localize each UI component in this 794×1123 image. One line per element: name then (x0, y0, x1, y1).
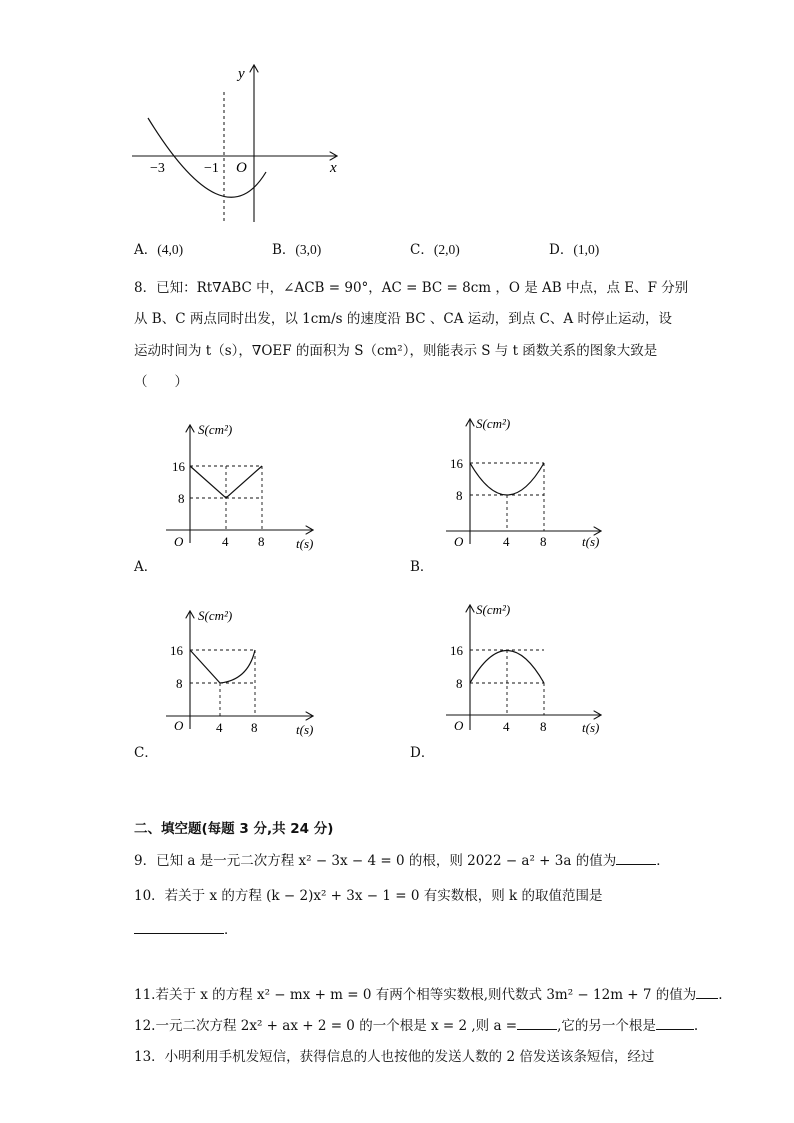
q8-option-a-letter: A． (134, 559, 158, 575)
c-tick-t8: 8 (251, 720, 258, 735)
q8-graph-b (440, 412, 610, 552)
c-origin: O (174, 718, 184, 733)
q9-blank[interactable] (616, 864, 656, 865)
q7-origin-label: O (236, 160, 247, 176)
q8-option-b-letter: B． (410, 559, 434, 575)
q8-graph-d (440, 598, 610, 738)
q11 (134, 983, 723, 1003)
q7-option-d: D．(1,0) (549, 242, 600, 258)
q13-text: 13．小明利用手机发短信，获得信息的人也按他的发送人数的 2 倍发送该条短信，经过 (134, 1049, 655, 1065)
c-tick16: 16 (170, 643, 183, 658)
d-tick-t4: 4 (503, 719, 510, 734)
q8-graph-c (160, 604, 320, 739)
q7-option-c: C．(2,0) (410, 242, 460, 258)
b-tick-t4: 4 (503, 534, 510, 549)
q7-parabola-graph (128, 60, 348, 230)
a-tick-t8: 8 (258, 534, 265, 549)
q8-option-c-letter: C． (134, 745, 158, 761)
c-curve (190, 650, 255, 683)
d-y-label: S(cm²) (476, 602, 511, 617)
q7-parabola (148, 118, 266, 197)
q7-x-label: x (330, 160, 337, 176)
q10-answer-line (134, 918, 238, 938)
d-tick16: 16 (450, 643, 463, 658)
d-tick-t8: 8 (540, 719, 547, 734)
q8-line3: 运动时间为 t（s），∇OEF 的面积为 S（cm²），则能表示 S 与 t 函数关系的图象大致是 (134, 343, 658, 359)
q8-option-d-letter: D． (410, 745, 435, 761)
q12 (134, 1014, 698, 1034)
q11-end: . (718, 987, 723, 1003)
q12-text: 12.一元二次方程 2x² + ax + 2 = 0 的一个根是 x = 2 ,则 a = (134, 1018, 518, 1034)
b-y-label: S(cm²) (476, 416, 511, 431)
q10-text: 10．若关于 x 的方程 (k − 2)x² + 3x − 1 = 0 有实数根，则 k 的取值范围是 (134, 888, 603, 904)
section-2-title: 二、填空题(每题 3 分,共 24 分) (134, 821, 334, 837)
b-origin: O (454, 534, 464, 549)
q9-end: ． (656, 853, 670, 869)
q7-tick-minus1: −1 (204, 161, 219, 176)
q10-end: ． (224, 922, 238, 938)
q8-line4: （ ） (134, 374, 188, 390)
d-tick8: 8 (456, 676, 463, 691)
a-y-label: S(cm²) (198, 422, 233, 437)
a-t-label: t(s) (296, 536, 314, 551)
b-tick16: 16 (450, 456, 463, 471)
a-tick-t4: 4 (222, 534, 229, 549)
q10-blank[interactable] (134, 933, 224, 934)
q12-blank-root[interactable] (656, 1029, 694, 1030)
q11-text: 11.若关于 x 的方程 x² − mx + m = 0 有两个相等实数根,则代数式 3m² − 12m + 7 的值为 (134, 987, 697, 1003)
q7-y-label: y (238, 66, 245, 82)
c-tick8: 8 (176, 676, 183, 691)
q9-text: 9．已知 a 是一元二次方程 x² − 3x − 4 = 0 的根，则 2022 − a² + 3a 的值为 (134, 853, 617, 869)
a-tick8: 8 (178, 491, 185, 506)
b-tick-t8: 8 (540, 534, 547, 549)
b-curve (470, 463, 544, 495)
d-curve (470, 651, 544, 684)
q7-tick-minus3: −3 (150, 161, 165, 176)
c-t-label: t(s) (296, 722, 314, 737)
q7-option-a: A．(4,0) (134, 242, 184, 258)
q8-graph-a (160, 418, 320, 553)
b-t-label: t(s) (582, 534, 600, 549)
a-curve (190, 466, 262, 498)
q9 (134, 849, 670, 869)
d-t-label: t(s) (582, 720, 600, 735)
b-tick8: 8 (456, 488, 463, 503)
q8-line2: 从 B、C 两点同时出发，以 1cm/s 的速度沿 BC 、CA 运动，到点 C、A 时停止运动，设 (134, 311, 672, 327)
q8-line1: 8．已知：Rt∇ABC 中，∠ACB = 90°，AC = BC = 8cm ，O 是 AB 中点，点 E、F 分别 (134, 280, 689, 296)
q11-blank[interactable] (696, 998, 718, 999)
a-origin: O (174, 534, 184, 549)
c-tick-t4: 4 (216, 720, 223, 735)
a-tick16: 16 (172, 459, 185, 474)
q12-end: . (693, 1018, 699, 1034)
c-y-label: S(cm²) (198, 608, 233, 623)
q12-blank-a[interactable] (517, 1029, 557, 1030)
q7-option-b: B．(3,0) (272, 242, 322, 258)
d-origin: O (454, 718, 464, 733)
q12-mid: ,它的另一个根是 (557, 1018, 656, 1034)
